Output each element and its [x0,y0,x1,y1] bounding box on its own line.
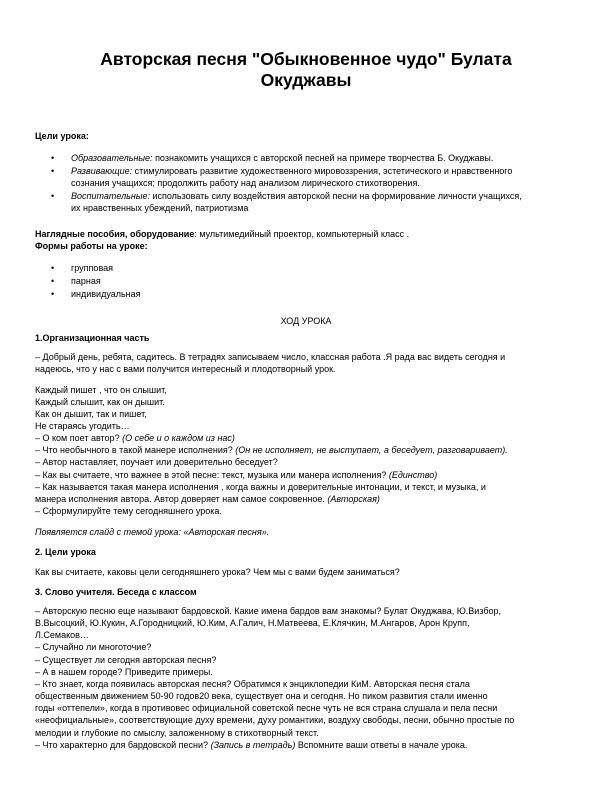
question-3: – Автор наставляет, поучает или доверительно беседует? [35,457,278,467]
slide-note: Появляется слайд с темой урока: «Авторская песня». [35,527,270,537]
question-text: – Что необычного в такой манере исполнения? [35,445,236,455]
greeting-line-2: надеюсь, что у нас с вами получится интересный и плодотворный урок. [35,364,336,374]
section1-heading: 1.Организационная часть [35,333,150,343]
bullet-icon: • [51,191,55,201]
goals-heading: Цели урока: [35,131,89,141]
goal-text: использовать силу воздействия авторской песни на формирование личности учащихся, [149,191,522,201]
section3-line: – Авторскую песню еще называют бардовской. Какие имена бардов вам знакомы? Булат Окуджава, Ю.Визбор, [35,606,502,616]
question-2 [35,445,508,456]
question-6: – Сформулируйте тему сегодняшнего урока. [35,506,222,516]
section2-heading: 2. Цели урока [35,547,96,557]
form-item: парная [71,276,101,286]
question-text: – Что характерно для бардовской песни? [35,740,211,750]
title-line-1: Авторская песня "Обыкновенное чудо" Булата [100,49,512,69]
poem-line: Каждый слышит, как он дышит. [35,397,165,407]
greeting-line-1: – Добрый день, ребята, садитесь. В тетрадях записываем число, классная работа .Я рада вас видеть сегодня и [35,352,506,362]
section3-line: «неофициальные», соответствующие духу времени, духу романтики, воздуху свободы, песни, обычно простые по [35,715,515,725]
goal-label: Развивающие: [71,166,133,176]
section3-line: – А в нашем городе? Приведите примеры. [35,667,213,677]
goal-upbringing [71,191,522,202]
question-5: – Как называется такая манера исполнения , когда важны и доверительные интонации, и текст, и музыка, и [35,482,486,492]
goal-label: Образовательные: [71,153,153,163]
aids-text: : мультимедийный проектор, компьютерный класс . [194,229,410,239]
question-4 [35,470,437,481]
form-item: групповая [71,263,113,273]
document-title [60,49,552,91]
aids-line [35,229,409,240]
question-text: манера исполнения автора. Автор доверяет нам самое сокровенное. [35,494,328,504]
section3-line: В.Высоцкий, Ю.Кукин, А.Городницкий, Ю.Ким, А.Галич, Н.Матвеева, Е.Клячкин, М.Ангаров, Арон Крупп, [35,618,470,628]
question-tail: Вспомните ваши ответы в начале урока. [295,740,468,750]
goal-upbringing-cont: их нравственных убеждений, патриотизма [71,203,249,213]
goal-text: стимулировать развитие художественного мировоззрения, эстетического и нравственного [132,166,513,176]
section3-line: мелодии и глубокие по смыслу, заложенному в стихотворный текст. [35,728,319,738]
section3-heading: 3. Слово учителя. Беседа с классом [35,587,197,597]
poem-line: Как он дышит, так и пишет, [35,409,147,419]
poem-line: Каждый пишет , что он слышит, [35,385,167,395]
section2-text: Как вы считаете, каковы цели сегодняшнего урока? Чем мы с вами будем заниматься? [35,567,400,577]
section3-line: – Случайно ли многоточие? [35,642,152,652]
section3-line: общественным движением 50-90 годов20 века, существует она и сегодня. Но пиком развития стали именно [35,691,488,701]
goal-developing [71,166,512,177]
bullet-icon: • [51,153,55,163]
answer-text: (Запись в тетрадь) [210,740,296,750]
bullet-icon: • [51,276,55,286]
question-text: – Как вы считаете, что важнее в этой песне: текст, музыка или манера исполнения? [35,470,389,480]
bullet-icon: • [51,263,55,273]
section3-line: – Существует ли сегодня авторская песня? [35,655,217,665]
title-line-2: Окуджавы [260,70,352,90]
section3-line: годы «оттепели», когда в противовес официальной советской песне чуть не вся страна слушала и пела песни [35,703,498,713]
answer-text: (Единство) [388,470,438,480]
bullet-icon: • [51,289,55,299]
goal-text: познакомить учащихся с авторской песней на примере творчества Б. Окуджавы. [152,153,494,163]
answer-text: (О себе и о каждом из нас) [122,433,235,443]
section3-line: – Кто знает, когда появилась авторская песня? Обратимся к энциклопедии КиМ. Авторская песня стала [35,679,470,689]
question-5-cont [35,494,380,505]
answer-text: (Он не исполняет, не выступает, а беседует, разговаривает). [235,445,508,455]
bullet-icon: • [51,166,55,176]
answer-text: (Авторская) [327,494,380,504]
goal-label: Воспитательные: [71,191,150,201]
question-text: – О ком поет автор? [35,433,123,443]
goal-educational [71,153,493,164]
aids-label: Наглядные пособия, оборудование [35,229,195,239]
section3-last-question [35,740,467,751]
poem-line: Не стараясь угодить… [35,421,130,431]
goal-developing-cont: сознания учащихся; продолжить работу над анализом лирического стихотворения. [71,178,420,188]
lesson-heading: ХОД УРОКА [280,316,332,326]
form-item: индивидуальная [71,289,141,299]
section3-line: Л.Семаков… [35,630,89,640]
forms-heading: Формы работы на уроке: [35,241,148,251]
question-1 [35,433,235,444]
